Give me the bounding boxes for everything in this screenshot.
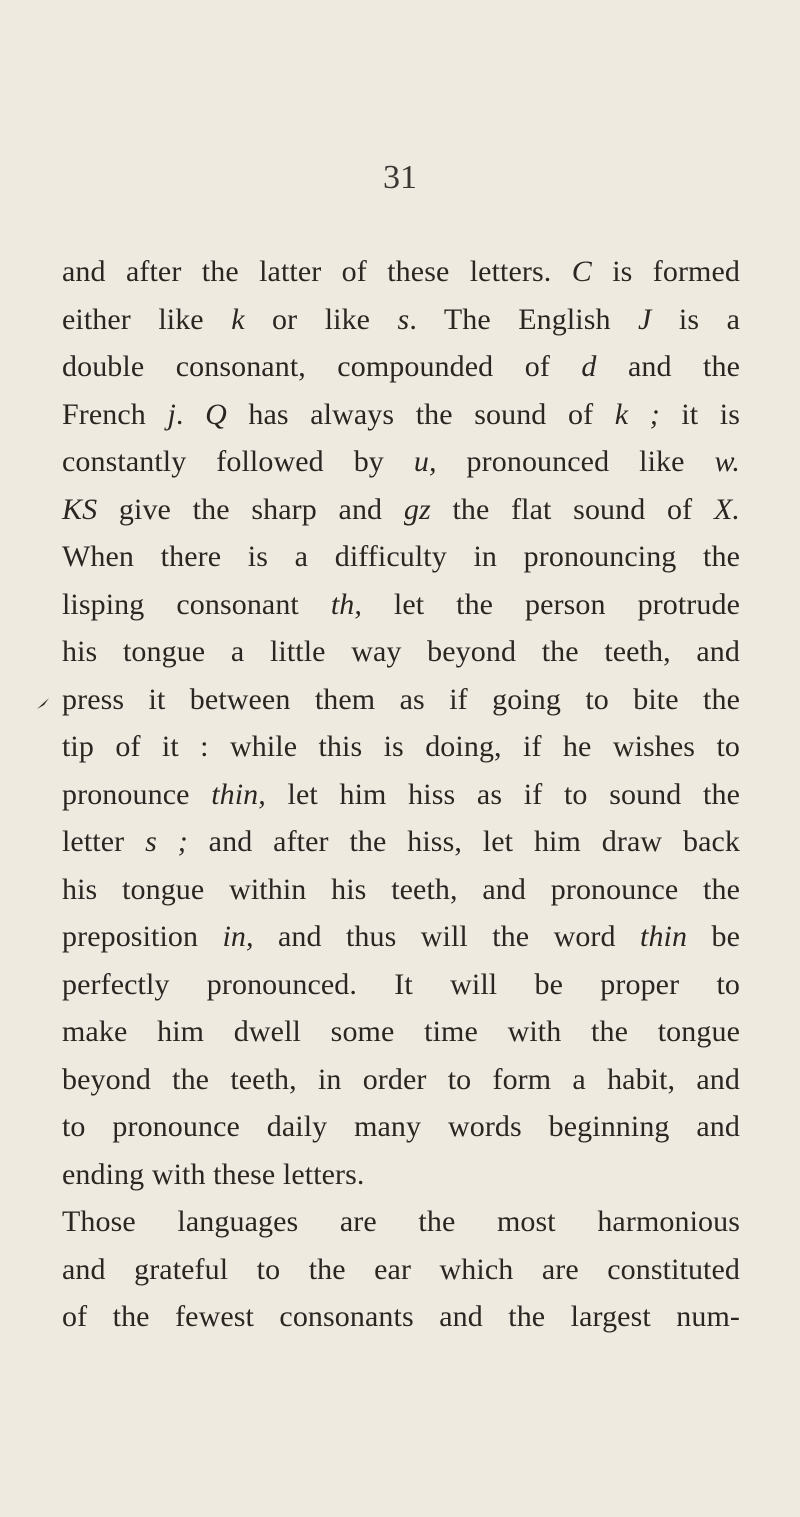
text-run: or like: [244, 302, 398, 336]
text-run: of the fewest consonants and the largest num-: [62, 1300, 740, 1333]
italic-text: Q: [205, 397, 227, 431]
text-run: and after the hiss, let him draw back: [187, 825, 741, 858]
italic-text: KS: [62, 492, 98, 526]
text-run: be: [687, 920, 740, 953]
pencil-mark-icon: [36, 696, 50, 710]
text-line: [62, 296, 740, 344]
text-line: [62, 1293, 740, 1341]
text-run: it is: [659, 397, 740, 431]
text-run: Those languages are the most harmonious: [62, 1205, 740, 1238]
text-run: the flat sound of: [430, 492, 714, 526]
text-run: is formed: [591, 255, 741, 288]
text-line: [62, 343, 740, 391]
text-run: and the: [596, 350, 740, 383]
text-run: his tongue within his teeth, and pronounce the: [62, 872, 740, 906]
text-line: [62, 1198, 740, 1246]
text-run: constantly followed by: [62, 445, 414, 478]
text-run: letter: [62, 825, 146, 858]
text-line: [62, 1246, 740, 1294]
text-run: give the sharp and: [97, 492, 404, 526]
text-line: [62, 628, 740, 676]
text-line: [62, 771, 740, 819]
text-run: perfectly pronounced. It will be proper to: [62, 967, 740, 1001]
text-run: and after the latter of these letters.: [62, 255, 572, 288]
text-run: beyond the teeth, in order to form a habit, and: [62, 1062, 740, 1096]
text-run: press it between them as if going to bite the: [62, 682, 740, 716]
italic-text: w.: [714, 445, 740, 478]
italic-text: J: [638, 302, 652, 336]
italic-text: k ;: [614, 397, 660, 431]
text-run: pronounce: [62, 777, 212, 811]
text-line: [62, 486, 740, 534]
text-run: . The English: [409, 302, 639, 336]
italic-text: s: [397, 302, 410, 336]
italic-text: d: [581, 350, 597, 383]
text-line: [62, 1008, 740, 1056]
text-run: and thus will the word: [253, 920, 641, 953]
text-line: [62, 723, 740, 771]
italic-text: thin,: [211, 777, 266, 811]
text-line: [62, 438, 740, 486]
italic-text: C: [571, 255, 592, 288]
text-line: [62, 1151, 740, 1199]
text-line: [62, 818, 740, 866]
text-run: double consonant, compounded of: [62, 350, 582, 383]
text-run: let him hiss as if to sound the: [265, 777, 741, 811]
text-run: let the person protrude: [361, 587, 741, 621]
italic-text: k: [231, 302, 245, 336]
text-run: pronounced like: [436, 445, 715, 478]
text-run: When there is a difficulty in pronouncing the: [62, 540, 740, 573]
text-line: [62, 961, 740, 1009]
italic-text: s ;: [145, 825, 188, 858]
text-run: to pronounce daily many words beginning and: [62, 1110, 740, 1143]
body-text: [62, 248, 740, 1341]
text-run: is a: [651, 302, 740, 336]
text-line: [62, 581, 740, 629]
italic-text: in,: [222, 920, 254, 953]
text-run: .: [175, 397, 206, 431]
text-run: either like: [62, 302, 232, 336]
text-line: [62, 676, 740, 724]
page-number: 31: [383, 159, 417, 196]
text-line: [62, 913, 740, 961]
text-run: tip of it : while this is doing, if he wishes to: [62, 730, 740, 763]
italic-text: gz: [403, 492, 431, 526]
text-line: [62, 391, 740, 439]
italic-text: thin: [640, 920, 688, 953]
text-run: has always the sound of: [226, 397, 615, 431]
text-line: [62, 533, 740, 581]
text-run: his tongue a little way beyond the teeth, and: [62, 635, 740, 668]
text-run: and grateful to the ear which are constituted: [62, 1252, 740, 1286]
italic-text: j: [167, 397, 176, 431]
text-line: [62, 248, 740, 296]
italic-text: u,: [413, 445, 437, 478]
text-run: ending with these letters.: [62, 1157, 365, 1191]
text-run: French: [62, 397, 168, 431]
text-run: lisping consonant: [62, 587, 331, 621]
text-line: [62, 866, 740, 914]
italic-text: th,: [330, 587, 362, 621]
text-line: [62, 1056, 740, 1104]
text-run: preposition: [62, 920, 223, 953]
italic-text: X.: [713, 492, 740, 526]
text-line: [62, 1103, 740, 1151]
text-run: make him dwell some time with the tongue: [62, 1015, 740, 1048]
